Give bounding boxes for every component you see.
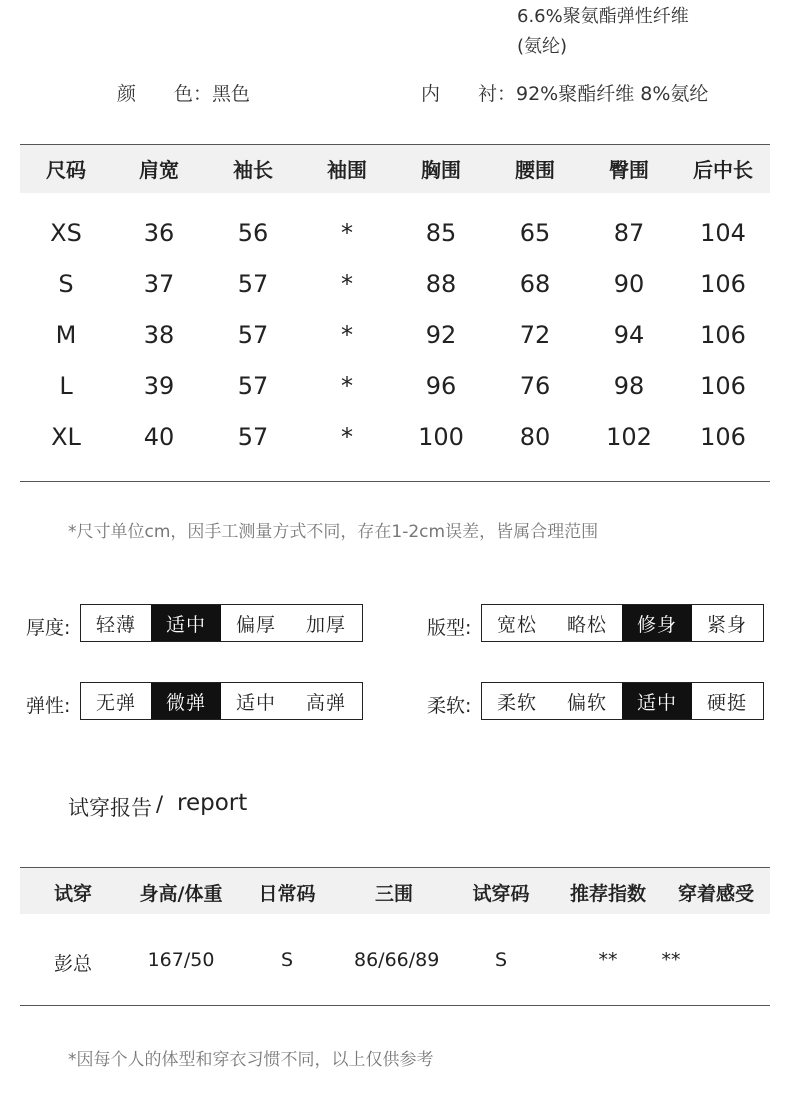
lining-label: 内 衬：92%聚酯纤维 8%氨纶 (421, 83, 709, 105)
size-cell: 57 (237, 270, 269, 298)
size-cell: 106 (700, 372, 746, 400)
size-cell: M (55, 321, 77, 349)
size-cell: 100 (418, 423, 464, 451)
size-cell: 39 (143, 372, 175, 400)
size-cell: 96 (425, 372, 457, 400)
report-cell: S (494, 949, 508, 971)
size-cell: * (341, 372, 353, 400)
report-cell: ** (661, 949, 681, 971)
size-cell: L (59, 372, 73, 400)
report-header-cell: 试穿码 (472, 883, 530, 905)
material-line-1: 6.6%聚氨酯弹性纤维 (517, 6, 689, 27)
elasticity-option-selected: 微弹 (151, 683, 221, 719)
thickness-option: 偏厚 (235, 613, 276, 636)
size-cell: * (341, 321, 353, 349)
size-header-cell: 后中长 (693, 158, 753, 182)
size-cell: 92 (425, 321, 457, 349)
size-cell: 102 (606, 423, 652, 451)
report-title: 试穿报告 (68, 796, 152, 820)
size-cell: 36 (143, 219, 175, 247)
size-header-cell: 袖围 (327, 158, 367, 182)
size-cell: 65 (519, 219, 551, 247)
size-cell: 94 (613, 321, 645, 349)
size-cell: 76 (519, 372, 551, 400)
report-cell: 彭总 (53, 953, 92, 975)
report-header-cell: 三围 (374, 883, 413, 905)
color-label: 颜 色：黑色 (117, 83, 251, 105)
softness-option: 硬挺 (706, 691, 747, 714)
size-header-cell: 腰围 (515, 158, 555, 182)
size-cell: 106 (700, 423, 746, 451)
thickness-option: 加厚 (305, 613, 346, 636)
size-cell: 38 (143, 321, 175, 349)
fit-option-selected: 修身 (622, 605, 692, 641)
size-cell: 98 (613, 372, 645, 400)
size-cell: 37 (143, 270, 175, 298)
size-header-cell: 肩宽 (139, 158, 179, 182)
size-note: *尺寸单位cm，因手工测量方式不同，存在1-2cm误差，皆属合理范围 (68, 522, 599, 542)
size-cell: 57 (237, 423, 269, 451)
size-cell: 40 (143, 423, 175, 451)
report-title-separator: / (156, 792, 164, 816)
softness-label: 柔软: (427, 695, 472, 717)
fit-option: 宽松 (496, 613, 537, 636)
report-header-cell: 日常码 (258, 883, 316, 905)
thickness-option: 轻薄 (95, 613, 136, 636)
fit-option: 略松 (566, 613, 607, 636)
fit-selector (481, 604, 764, 642)
size-cell: XS (50, 219, 82, 247)
size-header-cell: 袖长 (233, 158, 273, 182)
fit-option: 紧身 (706, 613, 747, 636)
softness-option: 偏软 (566, 691, 607, 714)
size-cell: 57 (237, 372, 269, 400)
size-header-cell: 臀围 (609, 158, 649, 182)
thickness-selector (80, 604, 363, 642)
thickness-label: 厚度: (26, 617, 71, 639)
report-header-cell: 试穿 (53, 883, 92, 905)
size-cell: 106 (700, 321, 746, 349)
size-cell: 104 (700, 219, 746, 247)
softness-selector (481, 682, 764, 720)
size-cell: 57 (237, 321, 269, 349)
elasticity-label: 弹性: (26, 695, 71, 717)
material-line-2: (氨纶) (517, 36, 568, 57)
size-header-cell: 尺码 (46, 158, 86, 182)
elasticity-option: 高弹 (305, 691, 346, 714)
fit-note: *因每个人的体型和穿衣习惯不同，以上仅供参考 (68, 1050, 434, 1070)
report-cell: ** (598, 949, 618, 971)
size-cell: 87 (613, 219, 645, 247)
report-cell: 86/66/89 (354, 949, 440, 971)
softness-option: 柔软 (496, 691, 537, 714)
report-header-cell: 推荐指数 (569, 883, 646, 905)
softness-option-selected: 适中 (622, 683, 692, 719)
report-cell: 167/50 (147, 949, 215, 971)
size-cell: 90 (613, 270, 645, 298)
size-cell: * (341, 270, 353, 298)
report-cell: S (280, 949, 294, 971)
elasticity-option: 适中 (235, 691, 276, 714)
size-cell: 85 (425, 219, 457, 247)
report-table-bottom-rule (20, 1005, 770, 1006)
size-cell: 68 (519, 270, 551, 298)
size-table-bottom-rule (20, 481, 770, 482)
size-cell: 56 (237, 219, 269, 247)
size-cell: 88 (425, 270, 457, 298)
elasticity-option: 无弹 (95, 691, 136, 714)
size-cell: XL (51, 423, 81, 451)
report-title-en: report (177, 790, 248, 816)
report-header-cell: 穿着感受 (677, 883, 754, 905)
thickness-option-selected: 适中 (151, 605, 221, 641)
size-cell: * (341, 423, 353, 451)
report-header-cell: 身高/体重 (139, 883, 223, 905)
size-header-cell: 胸围 (421, 158, 461, 182)
fit-label: 版型: (427, 617, 472, 639)
size-cell: 80 (519, 423, 551, 451)
size-cell: 106 (700, 270, 746, 298)
size-cell: * (341, 219, 353, 247)
size-cell: 72 (519, 321, 551, 349)
size-cell: S (58, 270, 74, 298)
elasticity-selector (80, 682, 363, 720)
